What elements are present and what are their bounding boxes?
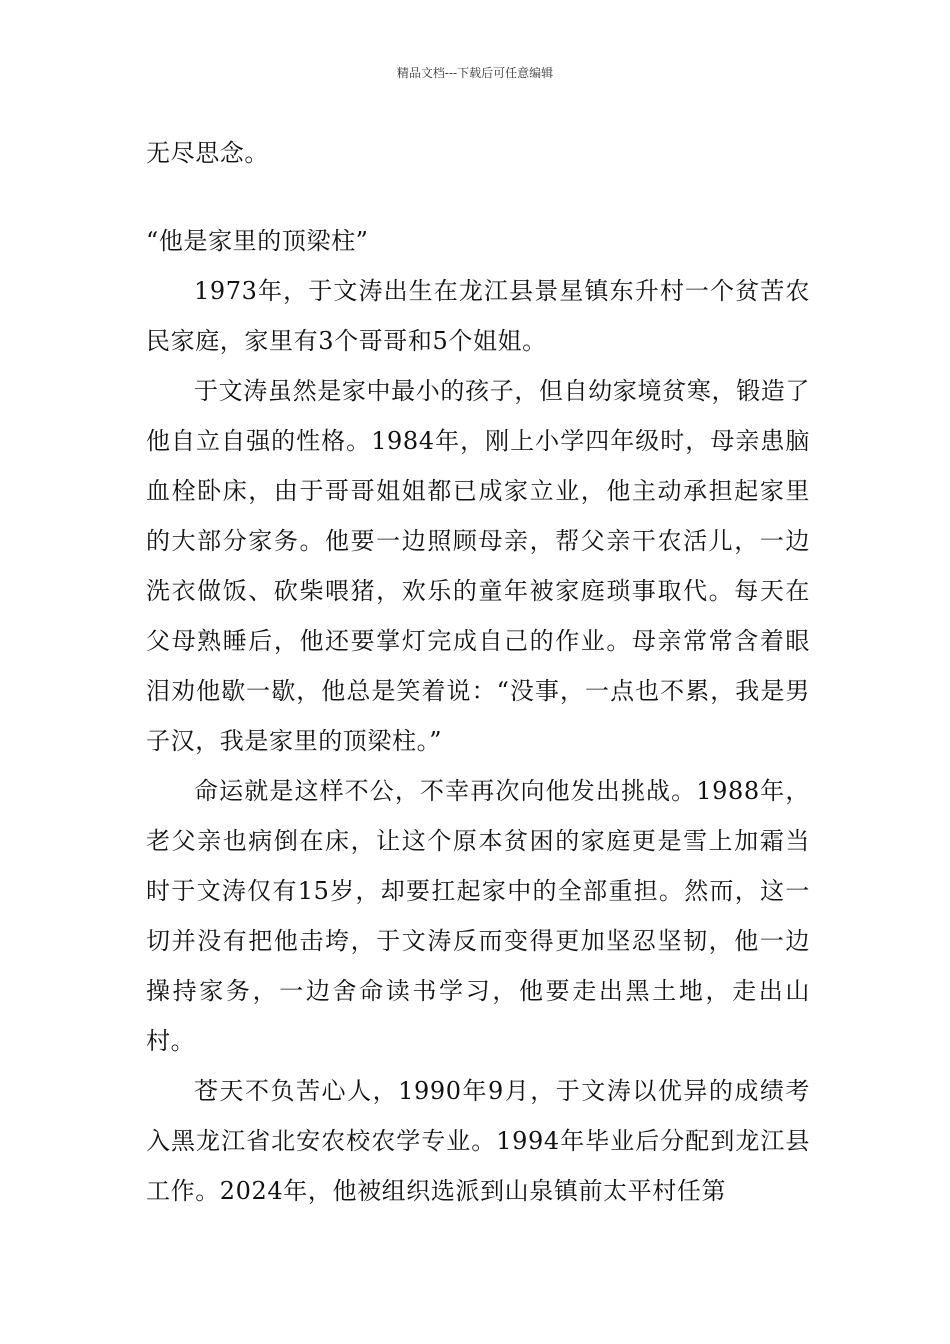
paragraph-2: 于文涛虽然是家中最小的孩子，但自幼家境贫寒，锻造了他自立自强的性格。1984年，刚上小学四年级时，母亲患脑血栓卧床，由于哥哥姐姐都已成家立业，他主动承担起家里的大部分家务。他要一边照顾母亲，帮父亲干农活儿，一边洗衣做饭、砍柴喂猪，欢乐的童年被家庭琐事取代。每天在父母熟睡后，他还要掌灯完成自己的作业。母亲常常含着眼泪劝他歇一歇，他总是笑着说：“没事，一点也不累，我是男子汉，我是家里的顶梁柱。” — [146, 377, 810, 755]
paragraph-1: 1973年，于文涛出生在龙江县景星镇东升村一个贫苦农民家庭，家里有3个哥哥和5个姐姐。 — [146, 277, 810, 355]
paragraph-continuation: 无尽思念。 — [146, 139, 269, 167]
paragraph-3: 命运就是这样不公，不幸再次向他发出挑战。1988年，老父亲也病倒在床，让这个原本贫困的家庭更是雪上加霜当时于文涛仅有15岁，却要扛起家中的全部重担。然而，这一切并没有把他击垮，于文涛反而变得更加坚忍坚韧，他一边操持家务，一边舍命读书学习，他要走出黑土地，走出山村。 — [146, 777, 810, 1055]
paragraph-4: 苍天不负苦心人，1990年9月，于文涛以优异的成绩考入黑龙江省北安农校农学专业。1994年毕业后分配到龙江县工作。2024年，他被组织选派到山泉镇前太平村任第 — [146, 1077, 810, 1205]
paragraph-spacer — [146, 178, 810, 216]
page-header: 精品文档---下载后可任意编辑 — [396, 66, 554, 80]
document-body — [146, 128, 810, 1216]
section-heading: “他是家里的顶梁柱” — [146, 227, 369, 255]
